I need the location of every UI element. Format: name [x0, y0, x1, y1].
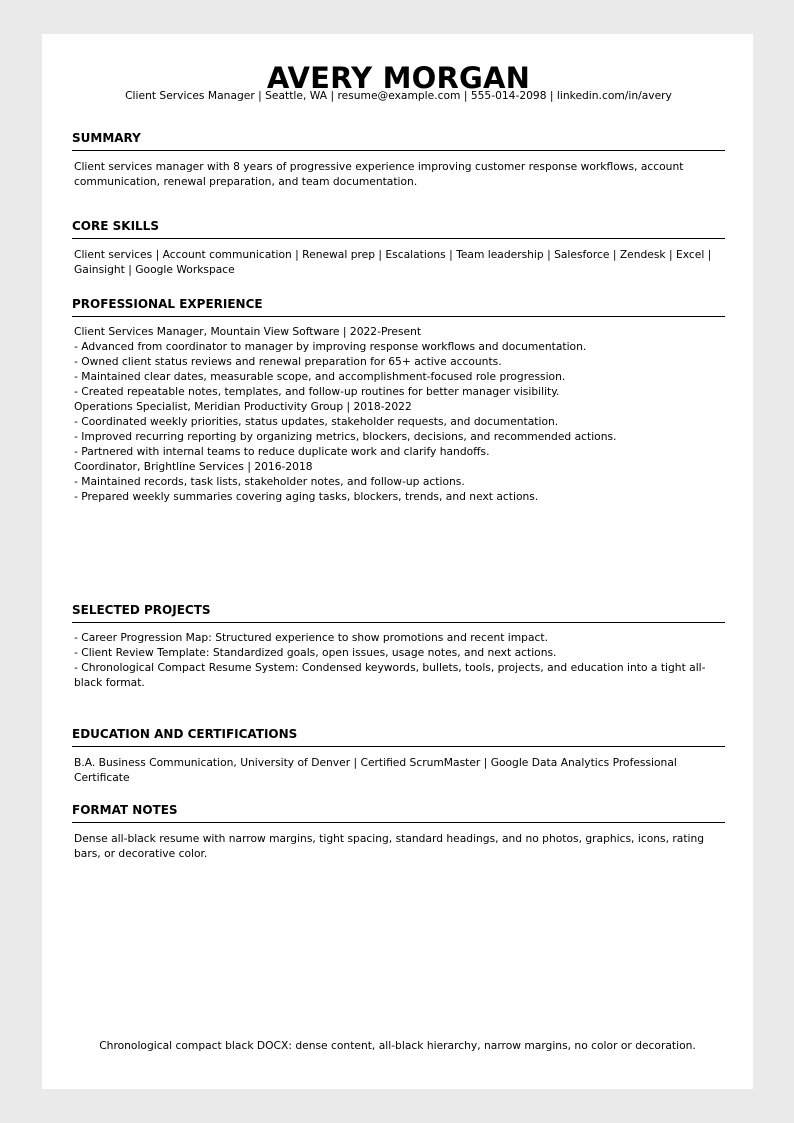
- experience-role-2: Operations Specialist, Meridian Productivity Group | 2018-2022: [74, 400, 412, 413]
- skills-heading: CORE SKILLS: [72, 219, 725, 239]
- candidate-name: AVERY MORGAN: [266, 61, 531, 95]
- skills-paragraph: Client services | Account communication | Renewal prep | Escalations | Team leadership | Salesforce | Zendesk | Excel | Gainsight | Google Workspace: [74, 248, 712, 276]
- summary-text: [74, 159, 714, 189]
- experience-bullet: - Improved recurring reporting by organizing metrics, blockers, decisions, and recommended actions.: [74, 430, 617, 443]
- projects-heading: SELECTED PROJECTS: [72, 603, 725, 623]
- experience-bullet: - Partnered with internal teams to reduce duplicate work and clarify handoffs.: [74, 445, 490, 458]
- format-notes-paragraph: Dense all-black resume with narrow margins, tight spacing, standard headings, and no photos, graphics, icons, rating bars, or decorative color.: [74, 832, 705, 860]
- experience-role-3: Coordinator, Brightline Services | 2016-2018: [74, 460, 313, 473]
- experience-bullet: - Maintained clear dates, measurable scope, and accomplishment-focused role progression.: [74, 370, 566, 383]
- education-heading: EDUCATION AND CERTIFICATIONS: [72, 727, 725, 747]
- experience-role-1: Client Services Manager, Mountain View Software | 2022-Present: [74, 325, 422, 338]
- experience-list: [74, 324, 714, 504]
- project-item: - Client Review Template: Standardized goals, open issues, usage notes, and next actions.: [74, 646, 557, 659]
- education-paragraph: B.A. Business Communication, University of Denver | Certified ScrumMaster | Google Data Analytics Professional Certificate: [74, 756, 677, 784]
- experience-bullet: - Advanced from coordinator to manager by improving response workflows and documentation.: [74, 340, 587, 353]
- skills-text: [74, 247, 714, 277]
- experience-bullet: - Owned client status reviews and renewal preparation for 65+ active accounts.: [74, 355, 502, 368]
- projects-list: [74, 630, 714, 690]
- education-text: [74, 755, 714, 785]
- experience-heading: PROFESSIONAL EXPERIENCE: [72, 297, 725, 317]
- project-item: - Career Progression Map: Structured experience to show promotions and recent impact.: [74, 631, 548, 644]
- resume-page: [42, 34, 753, 1089]
- project-item: - Chronological Compact Resume System: Condensed keywords, bullets, tools, projects, and education into a tight all-black format.: [74, 661, 706, 689]
- experience-bullet: - Created repeatable notes, templates, and follow-up routines for better manager visibility.: [74, 385, 560, 398]
- experience-bullet: - Coordinated weekly priorities, status updates, stakeholder requests, and documentation.: [74, 415, 559, 428]
- format-notes-heading: FORMAT NOTES: [72, 803, 725, 823]
- page-footer: Chronological compact black DOCX: dense content, all-black hierarchy, narrow margins, no color or decoration.: [99, 1039, 696, 1052]
- experience-bullet: - Maintained records, task lists, stakeholder notes, and follow-up actions.: [74, 475, 465, 488]
- experience-bullet: - Prepared weekly summaries covering aging tasks, blockers, trends, and next actions.: [74, 490, 539, 503]
- summary-heading: SUMMARY: [72, 131, 725, 151]
- summary-paragraph: Client services manager with 8 years of progressive experience improving customer response workflows, account communication, renewal preparation, and team documentation.: [74, 160, 684, 188]
- format-notes-text: [74, 831, 714, 861]
- contact-line: Client Services Manager | Seattle, WA | resume@example.com | 555-014-2098 | linkedin.com/in/avery: [125, 89, 672, 102]
